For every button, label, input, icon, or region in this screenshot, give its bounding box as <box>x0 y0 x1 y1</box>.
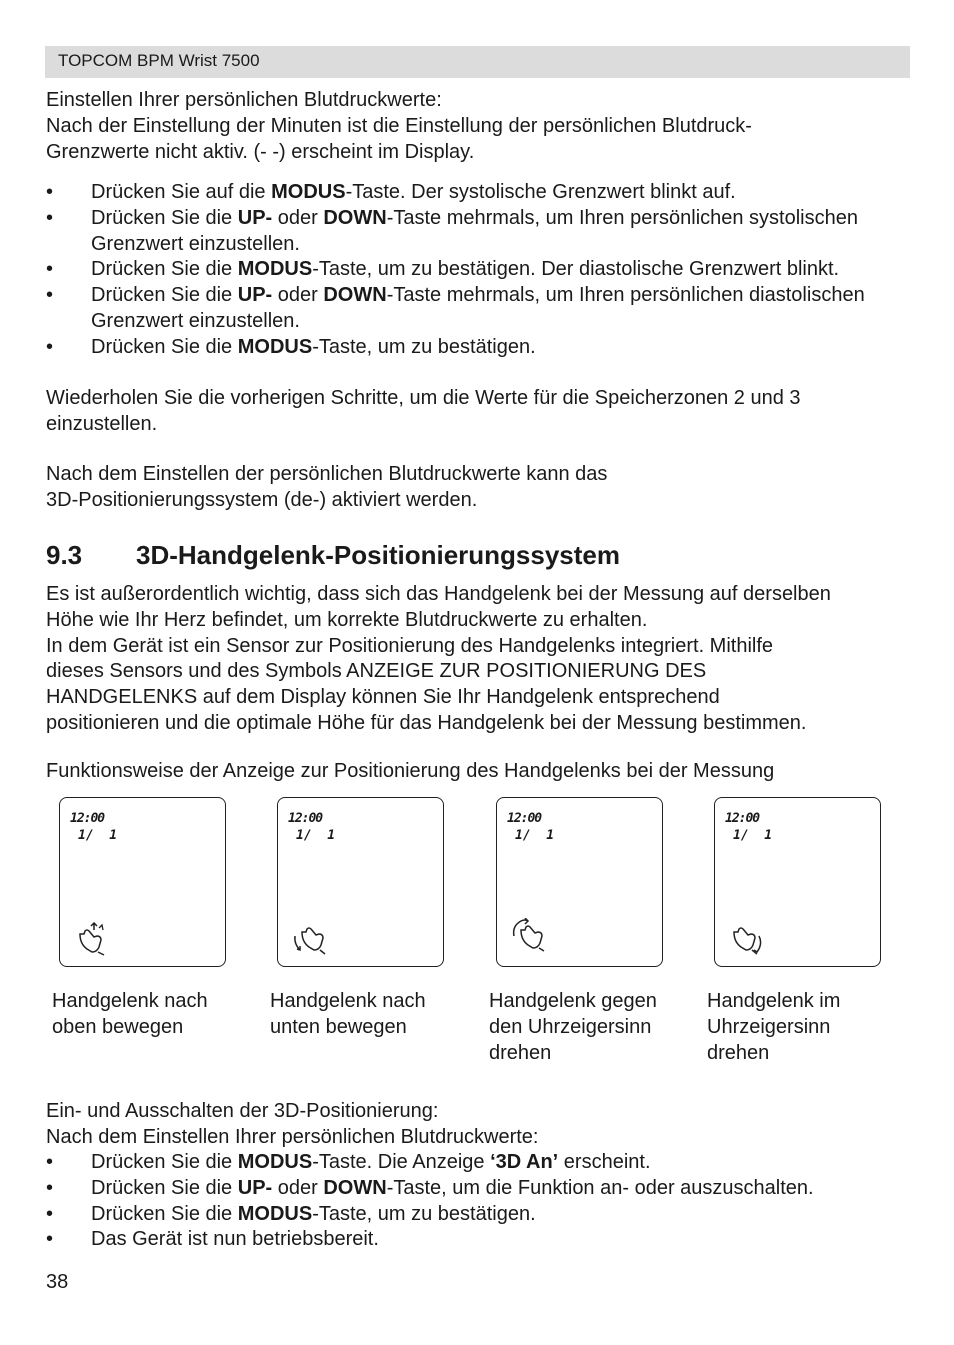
lcd-time: 12:00 <box>507 811 542 826</box>
header-title: TOPCOM BPM Wrist 7500 <box>58 51 260 70</box>
caption-down <box>270 989 470 1041</box>
text: -Taste, um zu bestätigen. <box>312 1202 536 1225</box>
lcd-date: 1/ 1 <box>515 828 555 843</box>
text: -Taste mehrmals, um Ihren persönlichen diastolischen Grenzwert einzustellen. <box>91 284 865 332</box>
intro-line: Grenzwerte nicht aktiv. (- -) erscheint im Display. <box>46 140 475 163</box>
caption-line: unten bewegen <box>270 1015 407 1038</box>
bold-text: UP- <box>237 1176 273 1199</box>
steps-list-1 <box>46 180 916 361</box>
list-item <box>46 1150 916 1176</box>
lcd-display-counterclockwise <box>496 797 663 967</box>
hand-up-icon <box>74 922 110 956</box>
body-line: In dem Gerät ist ein Sensor zur Positionierung des Handgelenks integriert. Mithilfe <box>46 634 774 657</box>
bullet: • <box>46 1202 54 1225</box>
section-heading <box>46 540 620 571</box>
text: Drücken Sie die <box>91 335 238 358</box>
caption-line: Handgelenk im <box>707 990 841 1012</box>
lcd-date: 1/ 1 <box>296 828 336 843</box>
caption-line: Handgelenk nach <box>52 990 208 1012</box>
caption-up <box>52 989 252 1041</box>
section-body <box>46 582 916 737</box>
caption-line: drehen <box>489 1041 552 1064</box>
repeat-paragraph <box>46 386 916 438</box>
bullet: • <box>46 206 54 229</box>
figure-intro: Funktionsweise der Anzeige zur Positionierung des Handgelenks bei der Messung <box>46 760 775 782</box>
caption-line: drehen <box>707 1041 770 1064</box>
repeat-line: Wiederholen Sie die vorherigen Schritte, um die Werte für die Speicherzonen 2 und 3 <box>46 387 801 409</box>
after-line: 3D-Positionierungssystem (de-) aktiviert werden. <box>46 488 478 511</box>
list-item <box>46 1202 916 1228</box>
bullet: • <box>46 1151 54 1173</box>
bullet: • <box>46 258 54 281</box>
text: oder <box>272 1176 324 1199</box>
list-item <box>46 283 916 335</box>
body-line: positionieren und die optimale Höhe für das Handgelenk bei der Messung bestimmen. <box>46 711 807 734</box>
text: erscheint. <box>558 1151 651 1173</box>
after-line: Nach dem Einstellen der persönlichen Blutdruckwerte kann das <box>46 463 608 485</box>
list-item <box>46 1227 916 1253</box>
bullet: • <box>46 181 54 203</box>
bold-text: MODUS <box>237 335 313 358</box>
text: Drücken Sie die <box>91 284 238 307</box>
bold-text: MODUS <box>237 1202 313 1225</box>
lcd-date: 1/ 1 <box>733 828 773 843</box>
list-item <box>46 257 916 283</box>
bold-text: DOWN <box>323 206 387 229</box>
bold-text: UP- <box>237 206 273 229</box>
text: Drücken Sie auf die <box>91 181 272 203</box>
hand-down-icon <box>292 922 328 956</box>
after-paragraph <box>46 462 916 514</box>
bullet: • <box>46 284 54 307</box>
text: Das Gerät ist nun betriebsbereit. <box>91 1228 379 1251</box>
bold-text: ‘3D An’ <box>490 1151 559 1173</box>
body-line: Es ist außerordentlich wichtig, dass sich das Handgelenk bei der Messung auf derselben <box>46 583 831 605</box>
bullet: • <box>46 1228 54 1251</box>
repeat-line: einzustellen. <box>46 412 158 435</box>
text: oder <box>272 284 324 307</box>
page-number: 38 <box>46 1271 69 1293</box>
hand-counterclockwise-icon <box>511 918 547 952</box>
text: Drücken Sie die <box>91 258 238 281</box>
lcd-time: 12:00 <box>70 811 105 826</box>
lcd-time: 12:00 <box>725 811 760 826</box>
body-line: dieses Sensors und des Symbols ANZEIGE ZUR POSITIONIERUNG DES <box>46 660 707 683</box>
text: Drücken Sie die <box>91 206 238 229</box>
list-item <box>46 206 916 258</box>
section-number: 9.3 <box>46 540 83 570</box>
list-item <box>46 180 916 206</box>
section-title: 3D-Handgelenk-Positionierungssystem <box>136 540 620 570</box>
text: -Taste, um die Funktion an- oder auszuschalten. <box>386 1176 814 1199</box>
page-header <box>45 46 910 78</box>
caption-clockwise <box>707 989 907 1066</box>
lcd-display-up <box>59 797 226 967</box>
toggle-paragraph <box>46 1099 916 1151</box>
bullet: • <box>46 1176 54 1199</box>
lcd-display-down <box>277 797 444 967</box>
bold-text: DOWN <box>323 1176 387 1199</box>
toggle-heading: Ein- und Ausschalten der 3D-Positionierung: <box>46 1100 439 1122</box>
list-item <box>46 1176 916 1202</box>
bold-text: UP- <box>237 284 273 307</box>
caption-counterclockwise <box>489 989 689 1066</box>
intro-heading: Einstellen Ihrer persönlichen Blutdruckwerte: <box>46 89 442 111</box>
lcd-time: 12:00 <box>288 811 323 826</box>
steps-list-2 <box>46 1150 916 1253</box>
text: -Taste. Der systolische Grenzwert blinkt auf. <box>345 181 736 203</box>
text: Drücken Sie die <box>91 1176 238 1199</box>
text: oder <box>272 206 324 229</box>
caption-line: Uhrzeigersinn <box>707 1015 831 1038</box>
caption-line: Handgelenk nach <box>270 990 426 1012</box>
bold-text: MODUS <box>271 181 346 203</box>
text: -Taste mehrmals, um Ihren persönlichen systolischen Grenzwert einzustellen. <box>91 206 858 255</box>
text: -Taste, um zu bestätigen. Der diastolische Grenzwert blinkt. <box>312 258 840 281</box>
toggle-sub: Nach dem Einstellen Ihrer persönlichen Blutdruckwerte: <box>46 1125 539 1148</box>
intro-paragraph <box>46 88 916 165</box>
body-line: Höhe wie Ihr Herz befindet, um korrekte Blutdruckwerte zu erhalten. <box>46 608 648 631</box>
intro-line: Nach der Einstellung der Minuten ist die Einstellung der persönlichen Blutdruck- <box>46 114 752 137</box>
lcd-date: 1/ 1 <box>78 828 118 843</box>
text: Drücken Sie die <box>91 1202 238 1225</box>
hand-clockwise-icon <box>729 922 765 956</box>
bold-text: MODUS <box>237 258 313 281</box>
bullet: • <box>46 335 54 358</box>
text: -Taste, um zu bestätigen. <box>312 335 536 358</box>
caption-line: den Uhrzeigersinn <box>489 1015 652 1038</box>
body-line: HANDGELENKS auf dem Display können Sie Ihr Handgelenk entsprechend <box>46 686 720 709</box>
list-item <box>46 335 916 361</box>
caption-line: oben bewegen <box>52 1015 184 1038</box>
bold-text: DOWN <box>323 284 387 307</box>
text: -Taste. Die Anzeige <box>312 1151 491 1173</box>
lcd-display-clockwise <box>714 797 881 967</box>
text: Drücken Sie die <box>91 1151 238 1173</box>
caption-line: Handgelenk gegen <box>489 990 657 1012</box>
bold-text: MODUS <box>237 1151 313 1173</box>
